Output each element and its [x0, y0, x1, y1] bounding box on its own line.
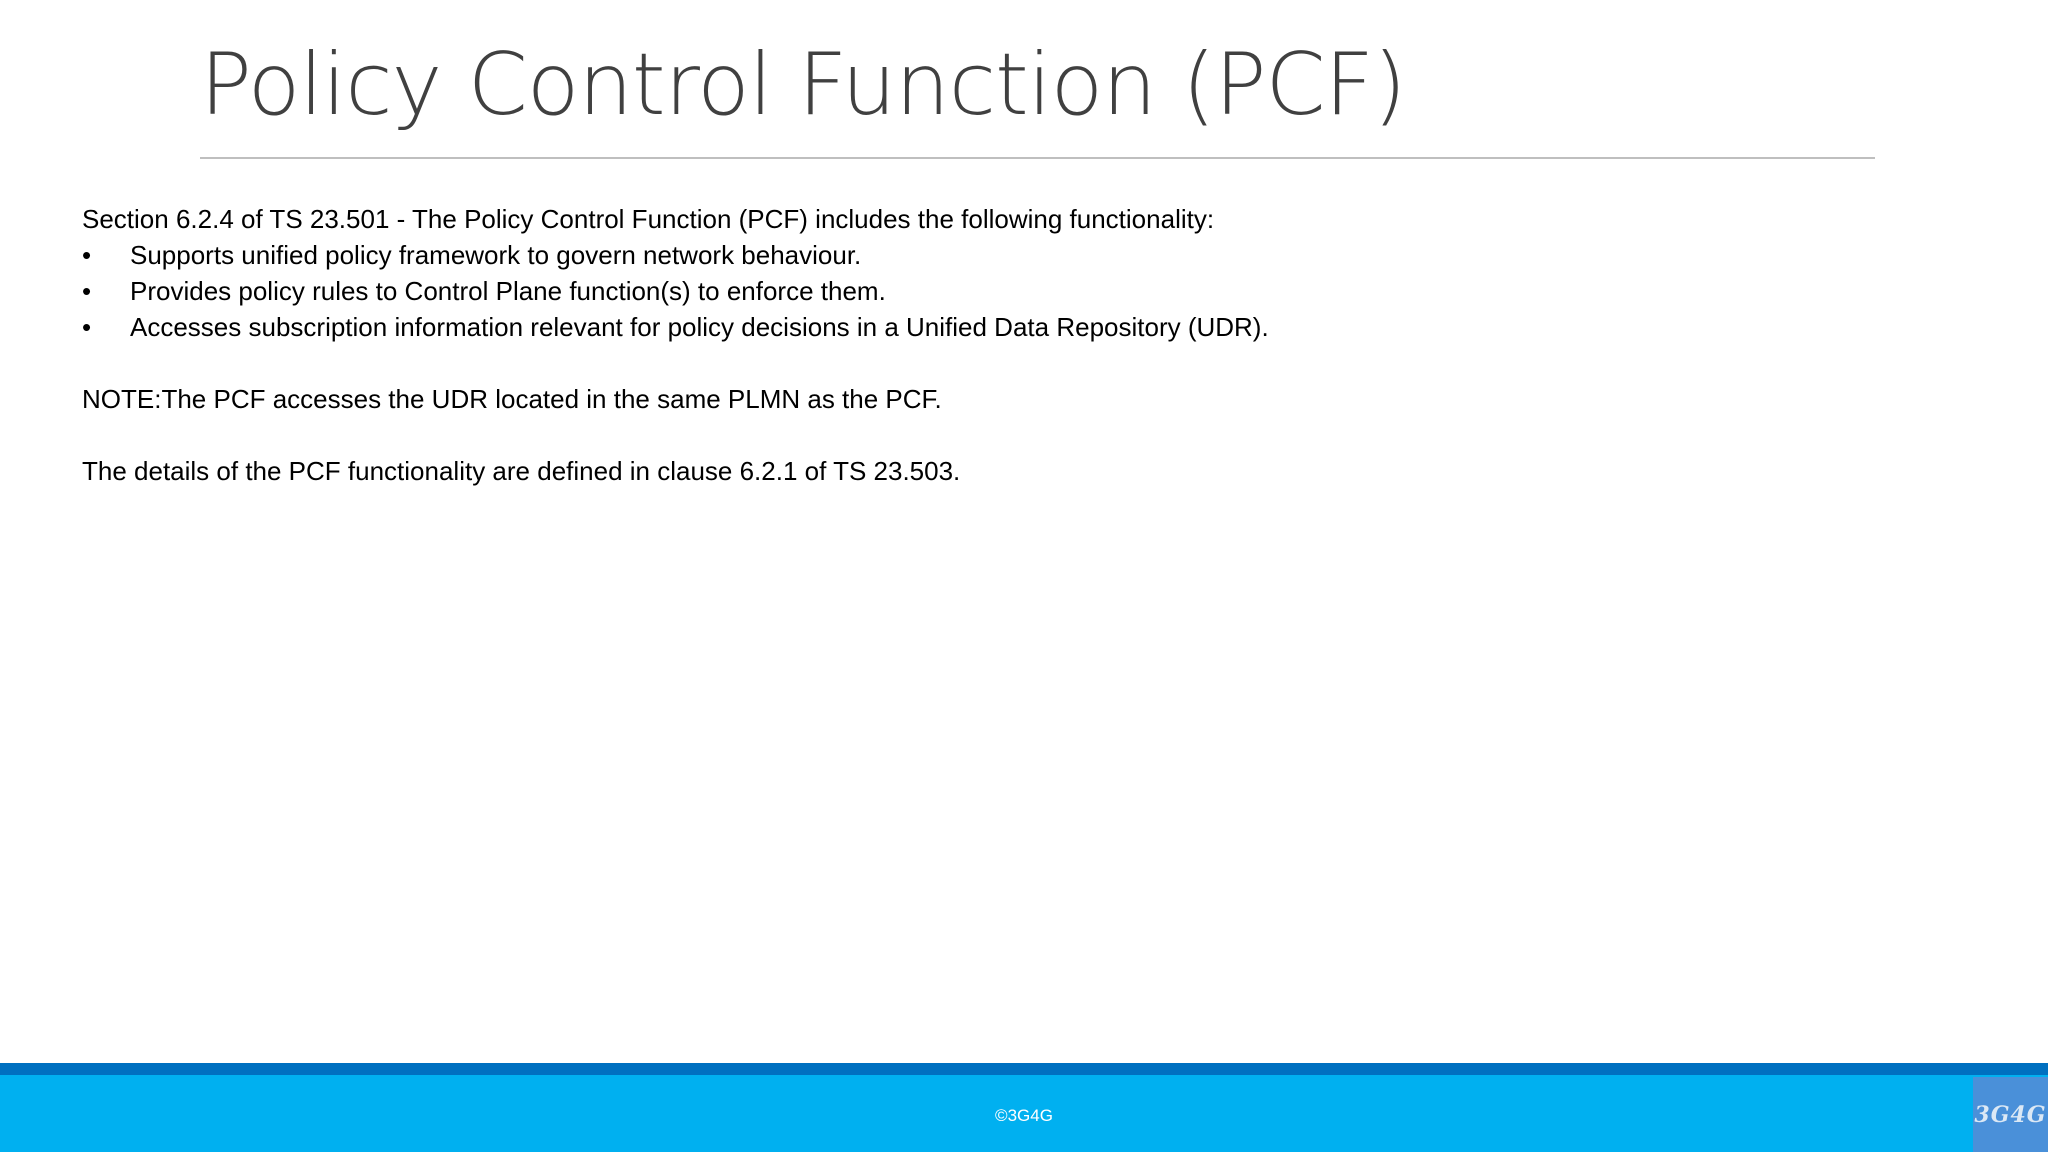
list-item-text: Accesses subscription information relevant for policy decisions in a Unified Data Repository (UDR). — [130, 312, 1269, 342]
title-divider — [200, 157, 1875, 159]
functionality-list — [82, 237, 1882, 345]
list-item-text: Supports unified policy framework to govern network behaviour. — [130, 240, 862, 270]
bullet-icon: • — [82, 276, 92, 306]
list-item — [82, 309, 1882, 345]
bullet-icon: • — [82, 312, 92, 342]
list-item-text: Provides policy rules to Control Plane function(s) to enforce them. — [130, 276, 886, 306]
slide-body — [82, 201, 1882, 489]
footer-stripe — [0, 1063, 2048, 1075]
details-text: The details of the PCF functionality are defined in clause 6.2.1 of TS 23.503. — [82, 456, 961, 486]
spacer — [82, 417, 1882, 453]
spacer — [82, 345, 1882, 381]
list-item — [82, 273, 1882, 309]
brand-logo — [1973, 1077, 2048, 1152]
list-item — [82, 237, 1882, 273]
footer-copyright: ©3G4G — [995, 1106, 1053, 1125]
note-text: NOTE:The PCF accesses the UDR located in the same PLMN as the PCF. — [82, 384, 942, 414]
bullet-icon: • — [82, 240, 92, 270]
brand-logo-text: 3G4G — [1974, 1101, 2047, 1128]
intro-text: Section 6.2.4 of TS 23.501 - The Policy Control Function (PCF) includes the following functionality: — [82, 204, 1215, 234]
slide-title: Policy Control Function (PCF) — [200, 35, 1406, 135]
